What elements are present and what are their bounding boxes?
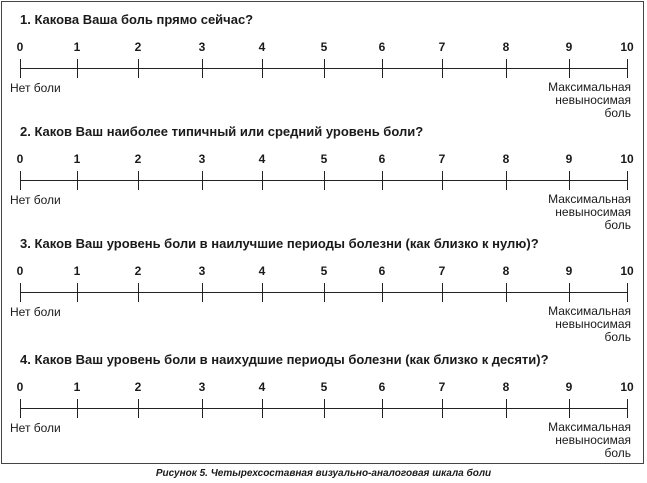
scale-tick-6 (382, 171, 383, 190)
scale-tick-7 (442, 399, 443, 418)
max-label-line: невыносимая (555, 93, 631, 107)
scale-number-9: 9 (565, 40, 573, 54)
scale-number-2: 2 (134, 152, 142, 166)
scale-tick-3 (202, 399, 203, 418)
scale-number-1: 1 (73, 152, 81, 166)
scale-number-3: 3 (198, 264, 206, 278)
min-label: Нет боли (10, 81, 61, 95)
scale-number-10: 10 (620, 380, 634, 394)
min-label: Нет боли (10, 193, 61, 207)
scale-number-9: 9 (565, 264, 573, 278)
scale-number-0: 0 (16, 380, 24, 394)
max-label (521, 421, 631, 460)
scale-number-5: 5 (320, 264, 328, 278)
max-label-line: Максимальная (548, 420, 631, 434)
scale-tick-2 (138, 59, 139, 78)
question-text: 4. Каков Ваш уровень боли в наихудшие периоды болезни (как близко к десяти)? (20, 352, 549, 367)
min-label: Нет боли (10, 305, 61, 319)
scale-tick-10 (627, 59, 628, 78)
scale-axis[interactable] (20, 58, 627, 78)
scale-number-0: 0 (16, 152, 24, 166)
scale-number-0: 0 (16, 40, 24, 54)
question-text: 2. Каков Ваш наиболее типичный или средний уровень боли? (20, 124, 424, 139)
scale-tick-0 (20, 171, 21, 190)
scale-number-7: 7 (438, 380, 446, 394)
max-label (521, 81, 631, 120)
scale-tick-7 (442, 171, 443, 190)
max-label-line: боль (604, 218, 631, 232)
scale-tick-1 (77, 399, 78, 418)
scale-tick-6 (382, 283, 383, 302)
max-label-line: невыносимая (555, 433, 631, 447)
scale-tick-4 (262, 283, 263, 302)
scale-number-2: 2 (134, 40, 142, 54)
max-label (521, 305, 631, 344)
question-text: 1. Какова Ваша боль прямо сейчас? (20, 12, 254, 27)
scale-number-5: 5 (320, 152, 328, 166)
scale-tick-8 (506, 59, 507, 78)
scale-tick-0 (20, 399, 21, 418)
scale-number-10: 10 (620, 264, 634, 278)
scale-tick-10 (627, 283, 628, 302)
scale-tick-3 (202, 283, 203, 302)
scale-tick-8 (506, 399, 507, 418)
scale-tick-8 (506, 171, 507, 190)
max-label (521, 193, 631, 232)
scale-axis[interactable] (20, 282, 627, 302)
scale-tick-7 (442, 59, 443, 78)
scale-number-8: 8 (502, 40, 510, 54)
scale-tick-5 (324, 171, 325, 190)
scale-number-7: 7 (438, 264, 446, 278)
scale-tick-3 (202, 171, 203, 190)
scale-number-10: 10 (620, 40, 634, 54)
scale-axis[interactable] (20, 170, 627, 190)
scale-tick-6 (382, 399, 383, 418)
scale-number-8: 8 (502, 152, 510, 166)
scale-number-1: 1 (73, 380, 81, 394)
scale-tick-10 (627, 171, 628, 190)
scale-tick-2 (138, 399, 139, 418)
scale-tick-4 (262, 59, 263, 78)
scale-number-4: 4 (258, 380, 266, 394)
scale-number-0: 0 (16, 264, 24, 278)
scale-number-5: 5 (320, 40, 328, 54)
scale-number-4: 4 (258, 152, 266, 166)
scale-tick-2 (138, 171, 139, 190)
scale-number-9: 9 (565, 152, 573, 166)
max-label-line: боль (604, 330, 631, 344)
scale-tick-9 (569, 171, 570, 190)
figure-caption: Рисунок 5. Четырехсоставная визуально-аналоговая шкала боли (155, 468, 492, 479)
min-label: Нет боли (10, 421, 61, 435)
scale-number-7: 7 (438, 152, 446, 166)
scale-tick-5 (324, 283, 325, 302)
scale-number-1: 1 (73, 40, 81, 54)
max-label-line: невыносимая (555, 317, 631, 331)
scale-tick-0 (20, 283, 21, 302)
scale-number-10: 10 (620, 152, 634, 166)
scale-number-4: 4 (258, 264, 266, 278)
max-label-line: невыносимая (555, 205, 631, 219)
scale-number-8: 8 (502, 380, 510, 394)
max-label-line: Максимальная (548, 80, 631, 94)
scale-number-1: 1 (73, 264, 81, 278)
scale-number-3: 3 (198, 380, 206, 394)
scale-number-6: 6 (378, 264, 386, 278)
scale-tick-4 (262, 399, 263, 418)
scale-tick-8 (506, 283, 507, 302)
scale-number-2: 2 (134, 264, 142, 278)
scale-number-4: 4 (258, 40, 266, 54)
pain-scale-4 (0, 352, 647, 462)
scale-tick-9 (569, 283, 570, 302)
max-label-line: боль (604, 446, 631, 460)
scale-tick-10 (627, 399, 628, 418)
scale-number-2: 2 (134, 380, 142, 394)
scale-tick-1 (77, 171, 78, 190)
scale-tick-2 (138, 283, 139, 302)
max-label-line: боль (604, 106, 631, 120)
scale-number-9: 9 (565, 380, 573, 394)
pain-scale-1 (0, 12, 647, 122)
scale-axis[interactable] (20, 398, 627, 418)
scale-tick-9 (569, 399, 570, 418)
scale-tick-0 (20, 59, 21, 78)
scale-number-6: 6 (378, 380, 386, 394)
pain-scale-2 (0, 124, 647, 234)
scale-tick-7 (442, 283, 443, 302)
scale-number-5: 5 (320, 380, 328, 394)
scale-number-6: 6 (378, 152, 386, 166)
question-text: 3. Каков Ваш уровень боли в наилучшие периоды болезни (как близко к нулю)? (20, 236, 539, 251)
scale-tick-1 (77, 59, 78, 78)
scale-number-3: 3 (198, 40, 206, 54)
scale-tick-4 (262, 171, 263, 190)
scale-tick-9 (569, 59, 570, 78)
scale-number-6: 6 (378, 40, 386, 54)
scale-tick-5 (324, 59, 325, 78)
scale-number-7: 7 (438, 40, 446, 54)
scale-tick-6 (382, 59, 383, 78)
max-label-line: Максимальная (548, 304, 631, 318)
scale-number-3: 3 (198, 152, 206, 166)
max-label-line: Максимальная (548, 192, 631, 206)
pain-scale-3 (0, 236, 647, 346)
scale-number-8: 8 (502, 264, 510, 278)
scale-tick-5 (324, 399, 325, 418)
scale-tick-3 (202, 59, 203, 78)
scale-tick-1 (77, 283, 78, 302)
